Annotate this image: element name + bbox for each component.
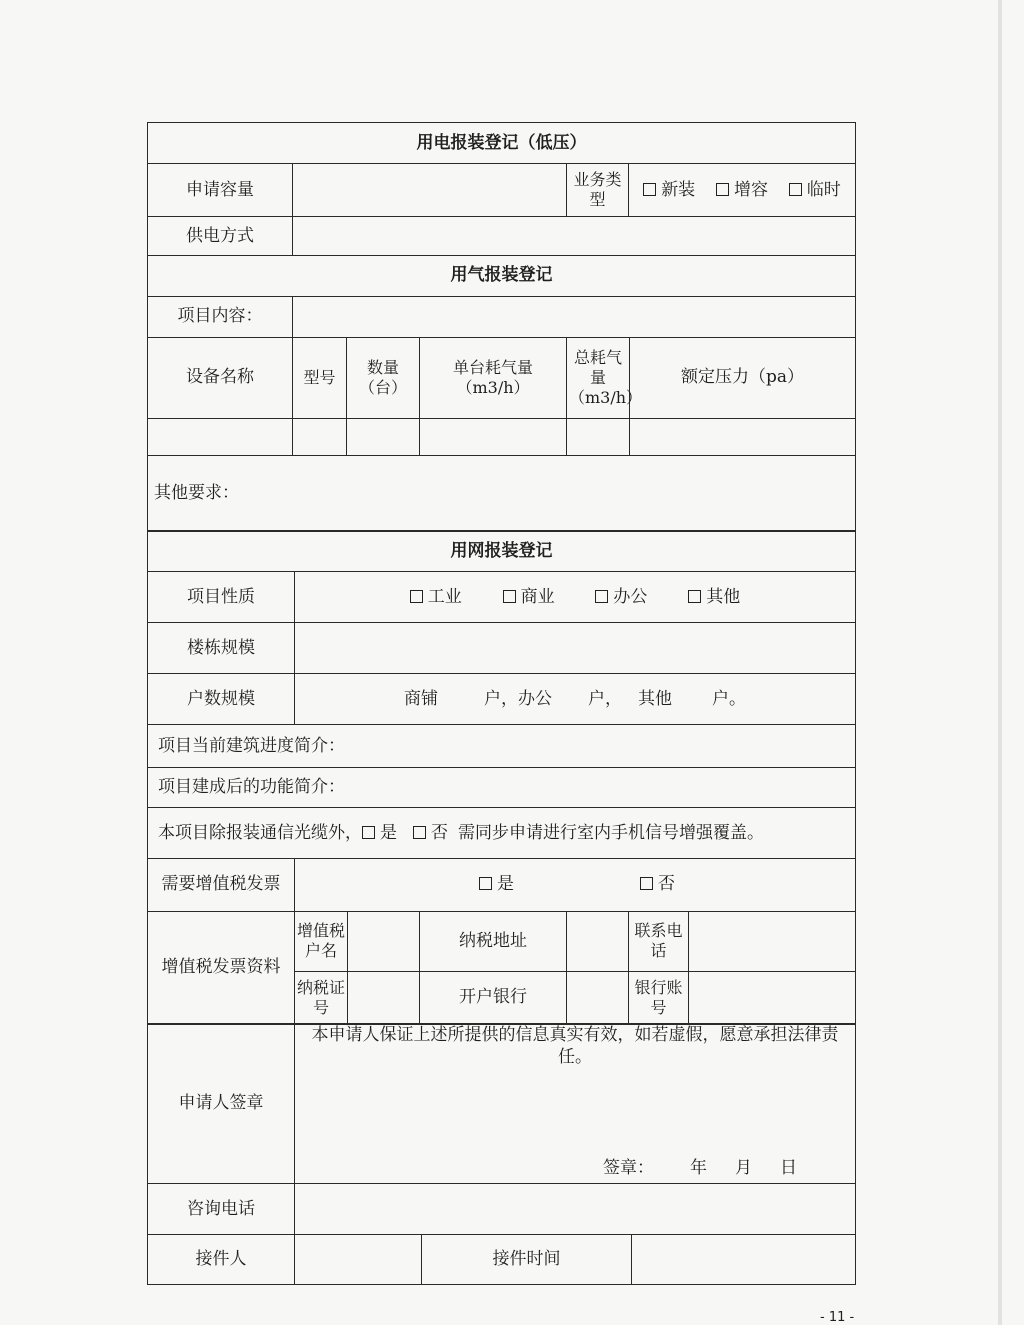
invoice-need-options [295, 858, 856, 911]
header-rated-pressure: 额定压力（pa） [630, 337, 856, 418]
bank-label: 开户银行 [420, 971, 567, 1024]
households-shop: 商铺 [404, 688, 438, 709]
gas-project-field[interactable] [293, 296, 856, 337]
gas-cell-total[interactable] [567, 418, 630, 455]
signature-area[interactable] [295, 1024, 856, 1184]
checkbox-indoor-yes[interactable] [362, 826, 375, 839]
sign-label: 签章： [603, 1158, 654, 1178]
network-title: 用网报装登记 [148, 531, 856, 572]
progress-label: 项目当前建筑进度简介： [158, 735, 345, 756]
receiver-label: 接件人 [148, 1235, 295, 1285]
invoice-need-label: 需要增值税发票 [148, 858, 295, 911]
biz-type-options [629, 164, 856, 217]
header-quantity: 数量（台） [347, 337, 420, 418]
indoor-coverage-row [148, 808, 856, 859]
function-label: 项目建成后的功能简介： [158, 777, 345, 797]
account-label: 银行账号 [629, 971, 689, 1024]
header-model: 型号 [293, 337, 347, 418]
signature-section [147, 1023, 856, 1285]
account-field[interactable] [689, 971, 856, 1024]
households-end: 户。 [712, 688, 746, 709]
gas-project-label: 项目内容： [148, 296, 293, 337]
bank-field[interactable] [567, 971, 629, 1024]
electric-title: 用电报装登记（低压） [148, 123, 856, 164]
supply-field[interactable] [293, 217, 856, 256]
registration-form [147, 122, 856, 1285]
checkbox-invoice-yes[interactable] [479, 877, 492, 890]
gas-cell-unit[interactable] [420, 418, 567, 455]
tax-id-label: 纳税证号 [295, 971, 348, 1024]
gas-cell-device[interactable] [148, 418, 293, 455]
signature-label: 申请人签章 [148, 1024, 295, 1184]
receive-time-label: 接件时间 [422, 1235, 632, 1285]
option-office: 办公 [613, 586, 648, 607]
option-temporary: 临时 [806, 179, 841, 200]
header-device-name: 设备名称 [148, 337, 293, 418]
tax-address-label: 纳税地址 [420, 911, 567, 971]
households-label: 户数规模 [148, 674, 295, 725]
capacity-label: 申请容量 [148, 164, 293, 217]
tax-address-field[interactable] [567, 911, 629, 971]
biz-type-label: 业务类型 [567, 164, 629, 217]
indoor-prefix: 本项目除报装通信光缆外， [158, 822, 362, 843]
indoor-suffix: 需同步申请进行室内手机信号增强覆盖。 [458, 822, 764, 843]
gas-cell-quantity[interactable] [347, 418, 420, 455]
checkbox-new[interactable] [643, 183, 656, 196]
day-label: 日 [780, 1158, 797, 1178]
header-unit-consumption: 单台耗气量（m3/h） [420, 337, 567, 418]
consult-label: 咨询电话 [148, 1184, 295, 1235]
checkbox-temporary[interactable] [789, 183, 802, 196]
checkbox-commerce[interactable] [503, 590, 516, 603]
option-new: 新装 [661, 179, 696, 200]
progress-row[interactable] [148, 725, 856, 768]
invoice-section [147, 858, 856, 1025]
indoor-yes: 是 [380, 822, 397, 843]
checkbox-office[interactable] [595, 590, 608, 603]
receiver-field[interactable] [295, 1235, 422, 1285]
phone-field[interactable] [689, 911, 856, 971]
gas-section [147, 255, 856, 532]
year-label: 年 [690, 1158, 707, 1178]
invoice-yes: 是 [497, 874, 514, 894]
gas-other-label: 其他要求： [154, 482, 239, 503]
invoice-no: 否 [658, 874, 675, 894]
month-label: 月 [735, 1158, 752, 1178]
checkbox-industry[interactable] [410, 590, 423, 603]
invoice-info-label: 增值税发票资料 [148, 911, 295, 1024]
gas-cell-pressure[interactable] [630, 418, 856, 455]
checkbox-increase[interactable] [716, 183, 729, 196]
signature-date [603, 1158, 797, 1179]
taxpayer-name-label: 增值税户名 [295, 911, 348, 971]
gas-cell-model[interactable] [293, 418, 347, 455]
electric-section [147, 122, 856, 256]
households-other: 其他 [638, 688, 672, 709]
header-total-consumption: 总耗气量（m3/h） [567, 337, 630, 418]
option-industry: 工业 [427, 586, 462, 607]
option-other: 其他 [706, 586, 741, 607]
building-label: 楼栋规模 [148, 623, 295, 674]
option-increase: 增容 [734, 179, 768, 200]
supply-label: 供电方式 [148, 217, 293, 256]
checkbox-indoor-no[interactable] [413, 826, 426, 839]
nature-options [295, 572, 856, 623]
indoor-no: 否 [431, 822, 448, 843]
page-edge [998, 0, 1002, 1325]
taxpayer-name-field[interactable] [348, 911, 420, 971]
consult-field[interactable] [295, 1184, 856, 1235]
phone-label: 联系电话 [629, 911, 689, 971]
tax-id-field[interactable] [348, 971, 420, 1024]
nature-label: 项目性质 [148, 572, 295, 623]
receive-time-field[interactable] [632, 1235, 856, 1285]
gas-other-requirements[interactable] [148, 455, 856, 531]
building-field[interactable] [295, 623, 856, 674]
option-commerce: 商业 [520, 586, 555, 607]
capacity-field[interactable] [293, 164, 567, 217]
households-sep: 户， [588, 688, 622, 709]
page-number: - 11 - [820, 1310, 855, 1325]
function-row[interactable] [148, 768, 856, 808]
checkbox-other[interactable] [688, 590, 701, 603]
households-office: 户，办公 [484, 688, 552, 709]
gas-title: 用气报装登记 [148, 255, 856, 296]
network-section [147, 530, 856, 859]
signature-declaration: 本申请人保证上述所提供的信息真实有效，如若虚假，愿意承担法律责任。 [311, 1025, 839, 1067]
households-field[interactable] [295, 674, 856, 725]
checkbox-invoice-no[interactable] [640, 877, 653, 890]
